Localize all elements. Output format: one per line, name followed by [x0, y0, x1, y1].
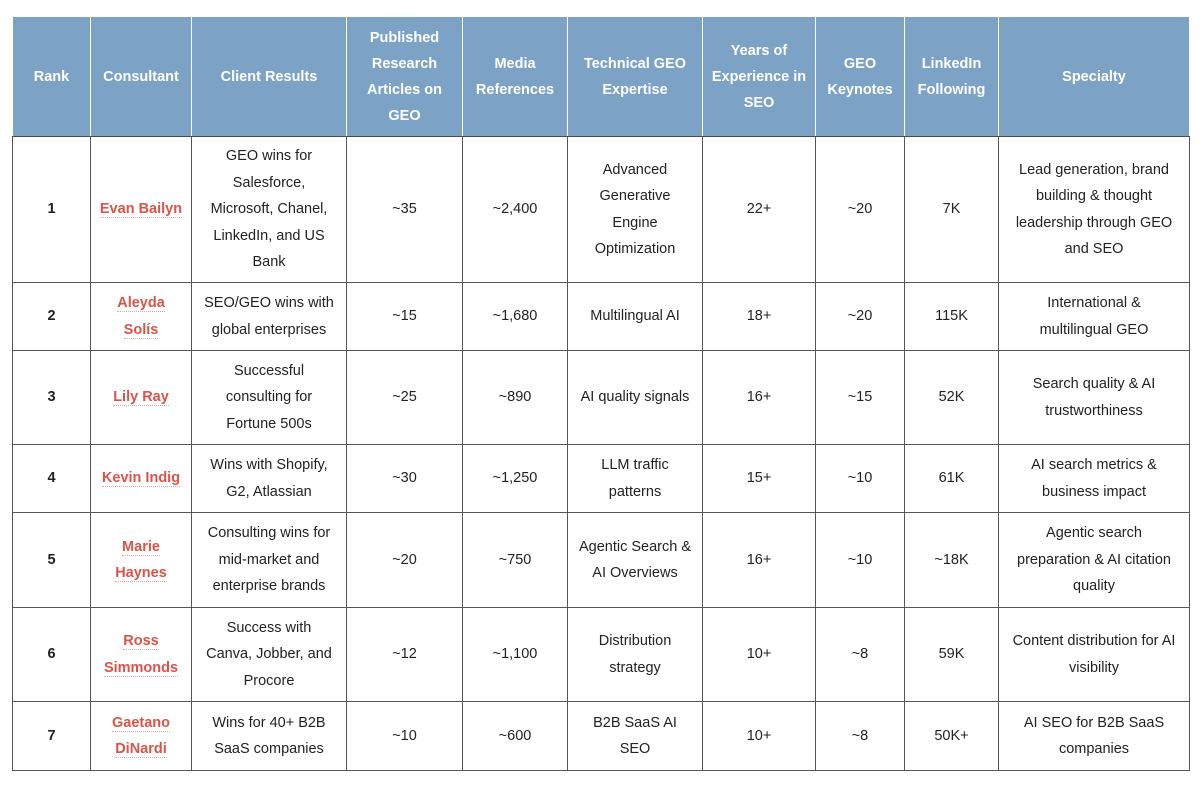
consultant-table	[12, 16, 1190, 771]
cell-media-references: ~600	[463, 702, 568, 771]
cell-media-references: ~750	[463, 513, 568, 608]
header-technical-expertise: Technical GEO Expertise	[568, 17, 703, 137]
cell-years-experience: 16+	[703, 513, 816, 608]
table-row	[13, 137, 1190, 283]
header-media-references: Media References	[463, 17, 568, 137]
cell-rank: 7	[13, 702, 91, 771]
cell-rank: 5	[13, 513, 91, 608]
cell-years-experience: 10+	[703, 702, 816, 771]
cell-published-research: ~30	[347, 445, 463, 513]
cell-published-research: ~35	[347, 137, 463, 283]
cell-consultant[interactable]	[91, 608, 192, 702]
cell-media-references: ~1,250	[463, 445, 568, 513]
cell-rank: 6	[13, 608, 91, 702]
consultant-link[interactable]: Aleyda Solís	[117, 295, 165, 338]
header-linkedin-following: LinkedIn Following	[905, 17, 999, 137]
cell-consultant[interactable]	[91, 513, 192, 608]
cell-published-research: ~10	[347, 702, 463, 771]
cell-linkedin-following: 115K	[905, 283, 999, 351]
cell-years-experience: 16+	[703, 351, 816, 445]
cell-rank: 4	[13, 445, 91, 513]
cell-years-experience: 18+	[703, 283, 816, 351]
header-specialty: Specialty	[999, 17, 1190, 137]
cell-consultant[interactable]	[91, 283, 192, 351]
cell-linkedin-following: 7K	[905, 137, 999, 283]
cell-technical-expertise: LLM traffic patterns	[568, 445, 703, 513]
cell-technical-expertise: Agentic Search & AI Overviews	[568, 513, 703, 608]
cell-specialty: Content distribution for AI visibility	[999, 608, 1190, 702]
cell-published-research: ~20	[347, 513, 463, 608]
header-geo-keynotes: GEO Keynotes	[816, 17, 905, 137]
cell-client-results: Wins for 40+ B2B SaaS companies	[192, 702, 347, 771]
cell-linkedin-following: 52K	[905, 351, 999, 445]
cell-client-results: Wins with Shopify, G2, Atlassian	[192, 445, 347, 513]
cell-geo-keynotes: ~20	[816, 137, 905, 283]
cell-specialty: International & multilingual GEO	[999, 283, 1190, 351]
cell-consultant[interactable]	[91, 137, 192, 283]
cell-consultant[interactable]	[91, 702, 192, 771]
header-rank: Rank	[13, 17, 91, 137]
cell-rank: 2	[13, 283, 91, 351]
header-years-experience: Years of Experience in SEO	[703, 17, 816, 137]
cell-geo-keynotes: ~10	[816, 513, 905, 608]
cell-media-references: ~1,100	[463, 608, 568, 702]
cell-years-experience: 10+	[703, 608, 816, 702]
cell-consultant[interactable]	[91, 445, 192, 513]
table-row	[13, 283, 1190, 351]
cell-linkedin-following: 61K	[905, 445, 999, 513]
table-row	[13, 351, 1190, 445]
header-row	[13, 17, 1190, 137]
cell-technical-expertise: AI quality signals	[568, 351, 703, 445]
header-published-research: Published Research Articles on GEO	[347, 17, 463, 137]
table-container	[12, 16, 1190, 771]
cell-technical-expertise: Multilingual AI	[568, 283, 703, 351]
table-row	[13, 702, 1190, 771]
cell-years-experience: 22+	[703, 137, 816, 283]
table-row	[13, 513, 1190, 608]
consultant-link[interactable]: Lily Ray	[113, 389, 169, 406]
cell-media-references: ~890	[463, 351, 568, 445]
header-client-results: Client Results	[192, 17, 347, 137]
table-row	[13, 608, 1190, 702]
cell-specialty: Search quality & AI trustworthiness	[999, 351, 1190, 445]
cell-specialty: Agentic search preparation & AI citation quality	[999, 513, 1190, 608]
table-body	[13, 137, 1190, 771]
cell-linkedin-following: 50K+	[905, 702, 999, 771]
cell-specialty: Lead generation, brand building & thought leadership through GEO and SEO	[999, 137, 1190, 283]
consultant-link[interactable]: Evan Bailyn	[99, 201, 183, 218]
cell-media-references: ~2,400	[463, 137, 568, 283]
cell-consultant[interactable]	[91, 351, 192, 445]
cell-specialty: AI search metrics & business impact	[999, 445, 1190, 513]
cell-media-references: ~1,680	[463, 283, 568, 351]
cell-geo-keynotes: ~20	[816, 283, 905, 351]
cell-geo-keynotes: ~10	[816, 445, 905, 513]
cell-technical-expertise: B2B SaaS AI SEO	[568, 702, 703, 771]
cell-client-results: Successful consulting for Fortune 500s	[192, 351, 347, 445]
consultant-link[interactable]: Marie Haynes	[115, 538, 167, 581]
cell-specialty: AI SEO for B2B SaaS companies	[999, 702, 1190, 771]
cell-technical-expertise: Advanced Generative Engine Optimization	[568, 137, 703, 283]
table-row	[13, 445, 1190, 513]
cell-client-results: Consulting wins for mid-market and enterprise brands	[192, 513, 347, 608]
table-header	[13, 17, 1190, 137]
cell-years-experience: 15+	[703, 445, 816, 513]
cell-client-results: GEO wins for Salesforce, Microsoft, Chanel, LinkedIn, and US Bank	[192, 137, 347, 283]
cell-geo-keynotes: ~8	[816, 702, 905, 771]
consultant-link[interactable]: Kevin Indig	[101, 470, 181, 487]
consultant-link[interactable]: Ross Simmonds	[103, 633, 179, 676]
consultant-link[interactable]: Gaetano DiNardi	[111, 714, 170, 757]
cell-geo-keynotes: ~8	[816, 608, 905, 702]
cell-rank: 3	[13, 351, 91, 445]
cell-linkedin-following: ~18K	[905, 513, 999, 608]
cell-rank: 1	[13, 137, 91, 283]
cell-published-research: ~15	[347, 283, 463, 351]
cell-published-research: ~25	[347, 351, 463, 445]
cell-published-research: ~12	[347, 608, 463, 702]
cell-geo-keynotes: ~15	[816, 351, 905, 445]
cell-technical-expertise: Distribution strategy	[568, 608, 703, 702]
header-consultant: Consultant	[91, 17, 192, 137]
cell-linkedin-following: 59K	[905, 608, 999, 702]
cell-client-results: Success with Canva, Jobber, and Procore	[192, 608, 347, 702]
cell-client-results: SEO/GEO wins with global enterprises	[192, 283, 347, 351]
